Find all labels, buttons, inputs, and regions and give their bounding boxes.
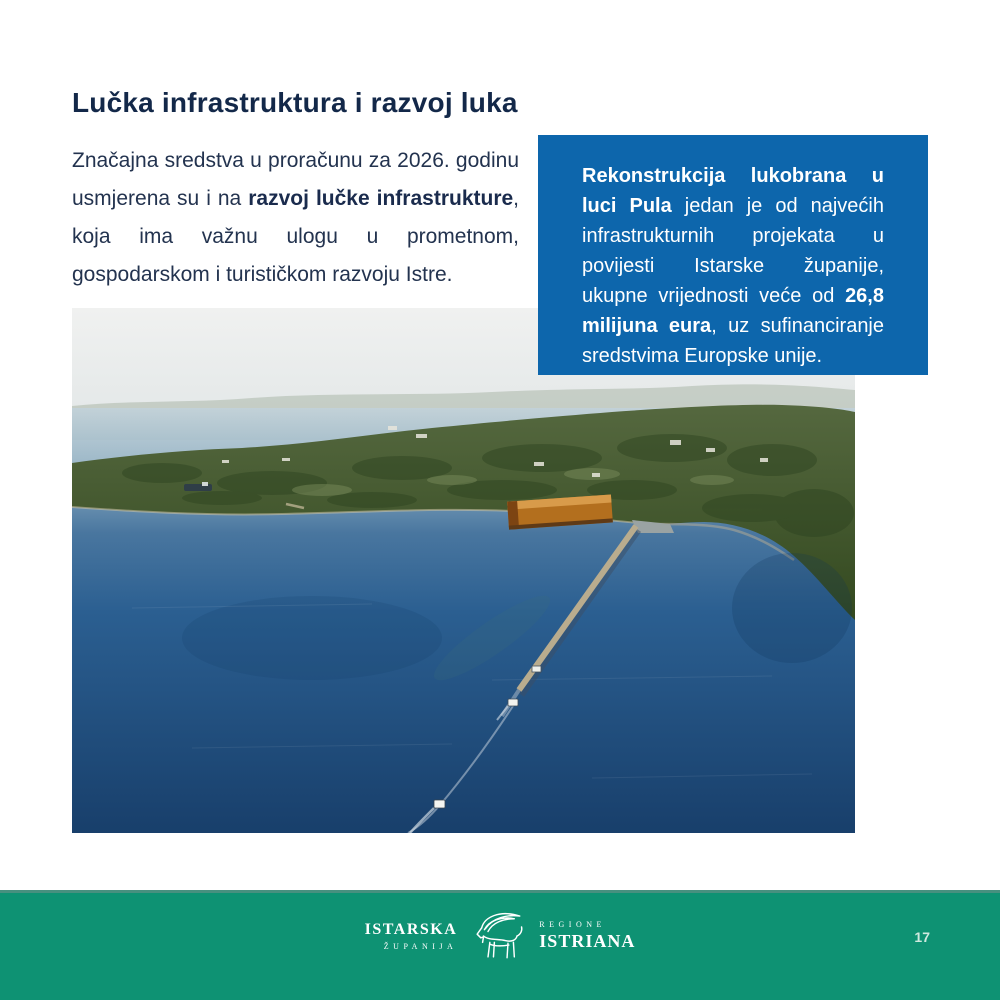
harbor-photo-illustration <box>72 308 855 833</box>
callout-text-2: , uz sufinanciranje sredstvima Europske unije. <box>582 315 885 367</box>
logo-croatian-name: ISTARSKA ŽUPANIJA <box>364 921 458 951</box>
intro-bold: razvoj lučke infrastrukture <box>248 187 514 210</box>
county-logo <box>0 909 1000 963</box>
page-number: 17 <box>914 929 930 945</box>
intro-text-1: Značajna sredstva u proračunu za 2026. godinu usmjerena su i na <box>72 149 519 210</box>
intro-paragraph <box>72 142 519 294</box>
callout-box <box>538 135 928 375</box>
page-title: Lučka infrastruktura i razvoj luka <box>72 86 518 118</box>
logo-italian-name: REGIONE ISTRIANA <box>539 920 636 952</box>
intro-text-2: , koja ima važnu ulogu u prometnom, gospodarskom i turističkom razvoju Istre. <box>72 187 520 286</box>
boat-1 <box>532 666 541 672</box>
callout-bold-1: Rekonstrukcija lukobrana u luci Pula <box>582 165 884 217</box>
callout-text-1: jedan je od najvećih infrastrukturnih projekata u povijesti Istarske županije, ukupne vrijednosti veće od <box>582 195 885 307</box>
footer-bar <box>0 890 1000 1000</box>
callout-bold-2: 26,8 milijuna eura <box>582 285 884 337</box>
harbor-aerial-photo <box>72 308 855 833</box>
istrian-goat-icon <box>469 909 527 963</box>
